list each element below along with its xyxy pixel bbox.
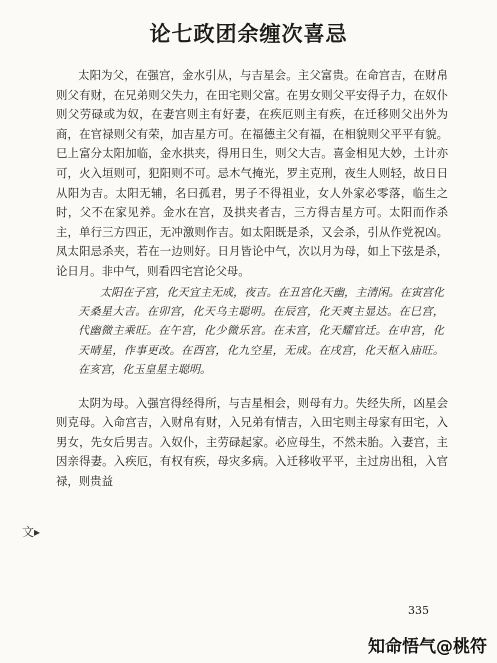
margin-mark: 文▸ [22,525,41,539]
paragraph-moon: 太阴为母。入强宫得经得所，与吉星相会，则母有力。失经失所，凶星会则克母。入命宫吉，入财帛有财，入兄弟有情吉，入田宅则主母家有田宅，入男女，先女后男吉。入奴仆，主劳碌起家。必应母生，不然未胎。入妻宫，主因亲得妻。入疾厄，有权有疾，母灾多病。入迁移收平平，主过房出租，入官禄，则贵益 [56,395,448,488]
quote-block-sun-palaces: 太阳在子宫，化天宜主无成，夜吉。在丑宫化天幽，主清闲。在寅宫化天桑星大吉。在卯宫，化天乌主聪明。在辰宫，化天爽主显达。在巳宫，代幽微主乘旺。在午宫，化少微乐宫。在未宫，化天耀官迁。在申宫，化天晴星，作事更改。在酉宫，化九空星，无成。在戌宫，化天枢入庙旺。在亥宫，化玉皇星主聪明。 [78,285,444,377]
watermark: 知命悟气@桃符 [368,637,487,657]
page-title: 论七政团余缠次喜忌 [149,21,348,46]
paragraph-sun: 太阳为父，在强宫，金水引从，与吉星会。主父富贵。在命宫吉，在财帛则父有财，在兄弟则父失力，在田宅则父富。在男女则父平安得子力，在奴仆则父劳碌或为奴，在妻宫则主有好妻，在疾厄则主有疾，在迁移则父出外为商，在官禄则父有荣，加吉星方可。在福德主父有福，在相貌则父平平有貌。巳上富分太阳加临，金水拱夹，得用日生，则父大吉。喜金相见大妙，土计亦可，火入垣则可，犯阳则不可。忌木气掩光，罗主克刑，夜生人则轻，故日日从阳为吉。太阳无辅，名曰孤君，男子不得祖业，女人外家必零落，临生之时，父不在家见养。金水在宫，及拱夹者吉，三方得吉星方可。太阳而作杀主，单行三方四正，无冲激则作吉。如太阳既是杀，又会杀，引从作党祝凶。凤太阳忌杀夹，若在一边则好。日月皆论中气，次以月为母，如上下弦是杀，论日月。非中气，则看四宅宫论父母。 [56,68,448,278]
paragraph-gap [56,380,448,394]
page-number: 335 [408,604,429,617]
body-text [56,66,448,492]
